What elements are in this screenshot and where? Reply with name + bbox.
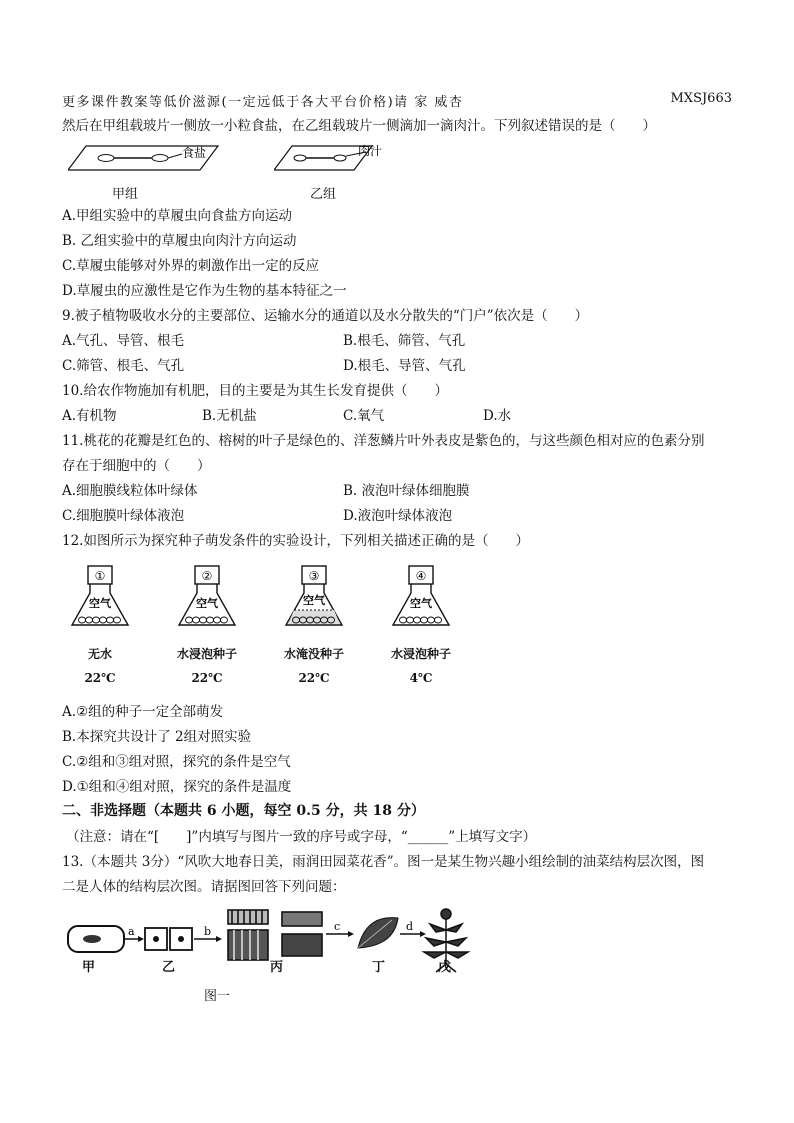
figure-1-caption: 图一	[204, 989, 231, 1004]
level-wu-label: 戊	[438, 960, 452, 975]
q10-option-d: D.水	[483, 408, 512, 424]
q9-option-a: A.气孔、导管、根毛	[62, 333, 185, 349]
level-ding-label: 丁	[372, 960, 386, 975]
flask-2-condition: 水浸泡种子	[176, 647, 237, 661]
group-jia-label: 甲组	[112, 187, 139, 202]
q11-stem-line2: 存在于细胞中的（ ）	[62, 458, 211, 474]
q10-option-b: B.无机盐	[202, 408, 257, 424]
q8-option-b: B. 乙组实验中的草履虫向肉汁方向运动	[62, 233, 297, 249]
flask-4	[391, 563, 451, 635]
flask-3	[284, 563, 344, 635]
flask-4-temp: 4℃	[409, 671, 433, 685]
broth-tag: 肉汁	[358, 144, 383, 158]
q11-stem-line1: 11.桃花的花瓣是红色的、榕树的叶子是绿色的、洋葱鳞片叶外表皮是紫色的，与这些颜色相对应的色素分别	[62, 433, 705, 449]
q11-option-a: A.细胞膜线粒体叶绿体	[62, 483, 198, 499]
arrow-b-label: b	[204, 925, 212, 938]
q12-option-d: D.①组和④组对照，探究的条件是温度	[62, 779, 292, 795]
header-code: MXSJ663	[670, 91, 732, 106]
flask-1-air: 空气	[89, 597, 111, 610]
flask-1	[70, 563, 130, 635]
flask-1-temp: 22℃	[84, 671, 116, 685]
section-2-note: （注意：请在“[ ]”内填写与图片一致的序号或字母，“______”上填写文字）	[66, 829, 537, 845]
q9-option-b: B.根毛、筛管、气孔	[343, 333, 466, 349]
page-header	[62, 91, 732, 109]
q9-stem: 9.被子植物吸收水分的主要部位、运输水分的通道以及水分散失的“门户”依次是（ ）	[62, 308, 589, 324]
arrow-c-label: c	[334, 920, 341, 933]
q10-stem: 10.给农作物施加有机肥，目的主要是为其生长发育提供（ ）	[62, 383, 448, 399]
group-yi-label: 乙组	[310, 187, 337, 202]
arrow-a-label: a	[128, 925, 135, 938]
flask-4-condition: 水浸泡种子	[390, 647, 451, 661]
level-jia-label: 甲	[82, 960, 96, 975]
q8-option-d: D.草履虫的应激性是它作为生物的基本特征之一	[62, 283, 347, 299]
q11-option-c: C.细胞膜叶绿体液泡	[62, 508, 185, 524]
slide-figure-broth	[274, 140, 434, 178]
q11-option-b: B. 液泡叶绿体细胞膜	[343, 483, 470, 499]
header-text: 更多课件教案等低价滋源(一定远低于各大平台价格)请 家 威杏	[62, 95, 464, 110]
q12-option-a: A.②组的种子一定全部萌发	[62, 704, 224, 720]
flask-3-air: 空气	[303, 594, 325, 607]
q9-option-c: C.筛管、根毛、气孔	[62, 358, 185, 374]
flask-4-num: ④	[415, 569, 427, 583]
q10-option-a: A.有机物	[62, 408, 117, 424]
flask-4-air: 空气	[410, 597, 432, 610]
level-bing-label: 丙	[270, 960, 284, 975]
flask-1-num: ①	[94, 569, 106, 583]
q13-stem-line2: 二是人体的结构层次图。请据图回答下列问题：	[62, 879, 346, 895]
arrow-d-label: d	[406, 920, 414, 933]
flask-3-condition: 水淹没种子	[283, 647, 344, 661]
section-2-title: 二、非选择题（本题共 6 小题，每空 0.5 分，共 18 分）	[62, 803, 425, 819]
flask-2-air: 空气	[196, 597, 218, 610]
flask-2-temp: 22℃	[191, 671, 223, 685]
flask-3-num: ③	[308, 569, 320, 583]
q12-stem: 12.如图所示为探究种子萌发条件的实验设计，下列相关描述正确的是（ ）	[62, 533, 529, 549]
q11-option-d: D.液泡叶绿体液泡	[343, 508, 453, 524]
slide-figure-salt	[68, 140, 258, 178]
flask-1-condition: 无水	[87, 647, 112, 661]
salt-tag: 食盐	[182, 146, 207, 160]
q13-stem-line1: 13.（本题共 3分）“风吹大地春日美，雨润田园菜花香”。图一是某生物兴趣小组绘制的油菜结构层次图，图	[62, 854, 705, 870]
q10-option-c: C.氧气	[343, 408, 385, 424]
flask-2-num: ②	[201, 569, 213, 583]
q8-option-a: A.甲组实验中的草履虫向食盐方向运动	[62, 208, 293, 224]
q8-option-c: C.草履虫能够对外界的刺激作出一定的反应	[62, 258, 320, 274]
q12-option-c: C.②组和③组对照，探究的条件是空气	[62, 754, 291, 770]
level-yi-label: 乙	[162, 960, 176, 975]
q8-stem: 然后在甲组载玻片一侧放一小粒食盐，在乙组载玻片一侧滴加一滴肉汁。下列叙述错误的是（ ）	[62, 118, 656, 134]
q12-option-b: B.本探究共设计了 2组对照实验	[62, 729, 252, 745]
flask-2	[177, 563, 237, 635]
q9-option-d: D.根毛、导管、气孔	[343, 358, 466, 374]
flask-3-temp: 22℃	[298, 671, 330, 685]
